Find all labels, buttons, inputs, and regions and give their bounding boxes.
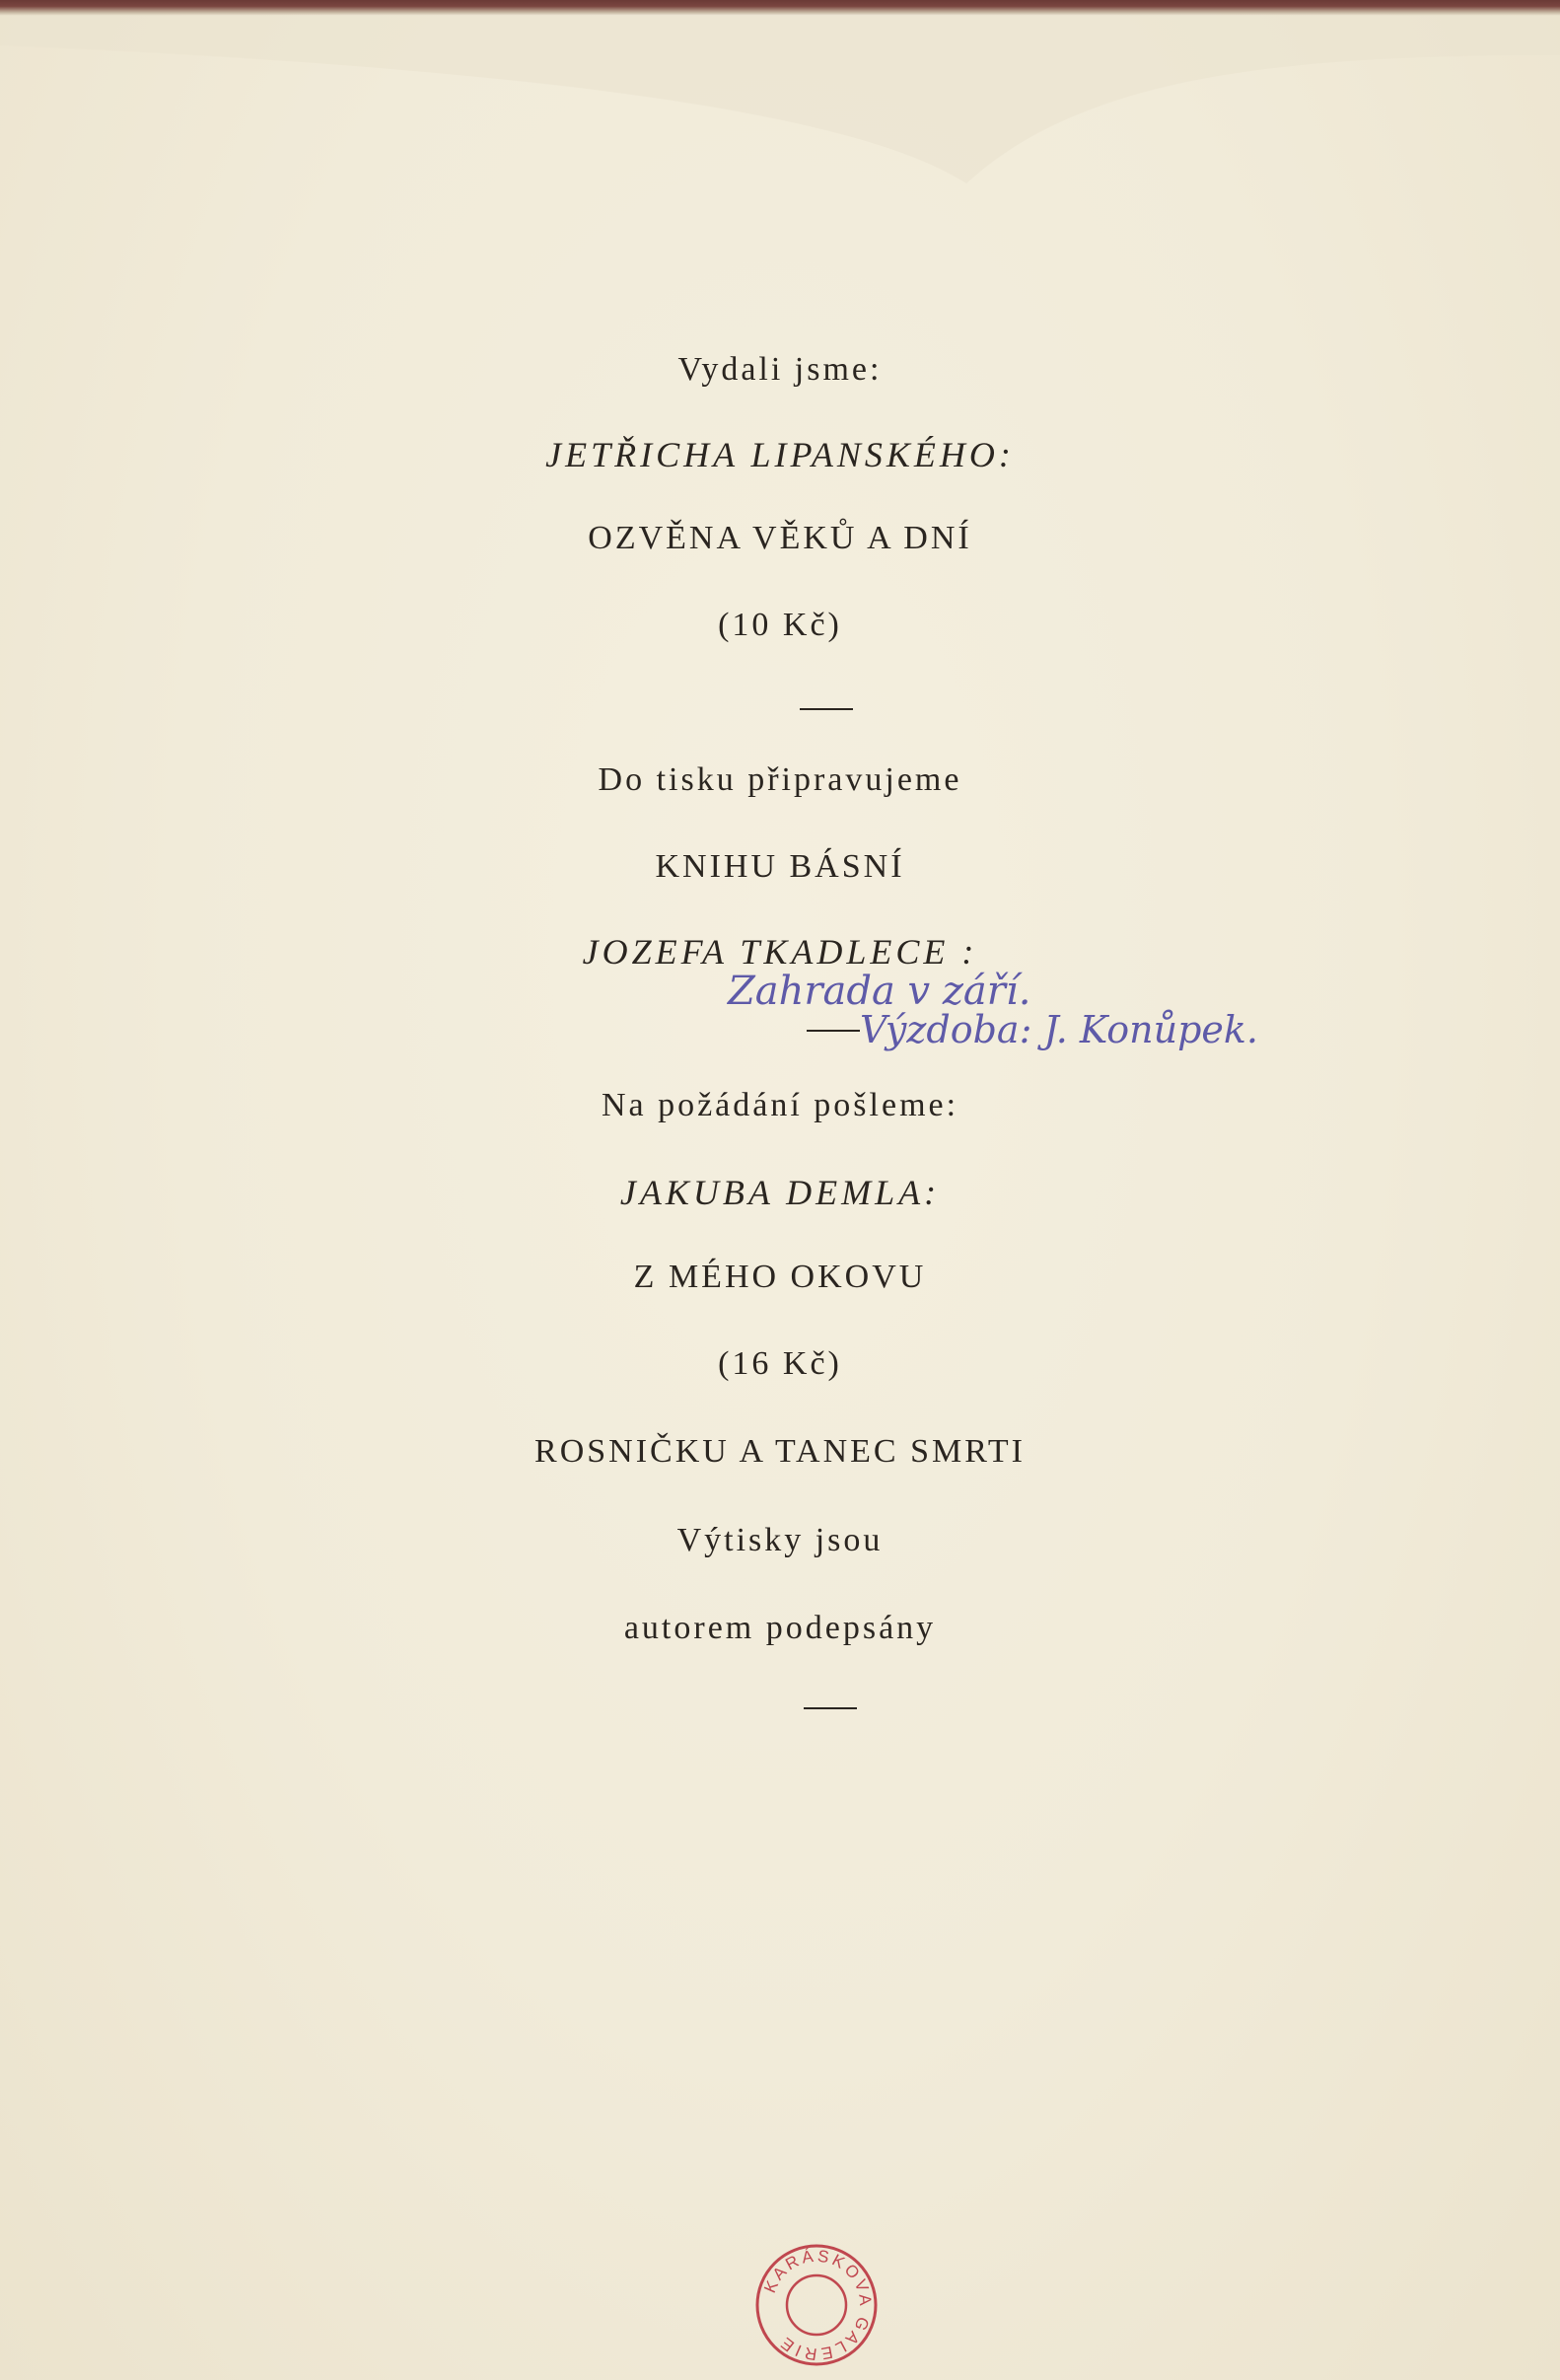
handwritten-note-line1: Zahrada v září. — [728, 969, 1031, 1014]
separator-dash — [800, 708, 853, 710]
book3-note-line2: autorem podepsány — [623, 1610, 937, 1646]
book1-author: JETŘICHA LIPANSKÉHO: — [545, 435, 1015, 474]
separator-dash — [807, 1030, 860, 1032]
book3-title2: ROSNIČKU A TANEC SMRTI — [534, 1433, 1026, 1470]
book2-kind: KNIHU BÁSNÍ — [655, 848, 905, 885]
separator-dash — [804, 1707, 857, 1709]
preparing-header: Do tisku připravujeme — [598, 761, 962, 798]
book3-author: JAKUBA DEMLA: — [619, 1173, 941, 1212]
handwritten-note-line2: Výzdoba: J. Konůpek. — [860, 1008, 1259, 1051]
book1-title: OZVĚNA VĚKŮ A DNÍ — [588, 520, 972, 556]
gallery-stamp — [753, 2242, 880, 2368]
cover-edge — [0, 0, 1560, 16]
paper-fold-shadow — [0, 16, 1560, 213]
stamp-text: KARÁSKOVA GALERIE — [760, 2246, 876, 2364]
book3-note-line1: Výtisky jsou — [676, 1522, 884, 1558]
book2-author: JOZEFA TKADLECE : — [582, 932, 978, 972]
book3-title1: Z MÉHO OKOVU — [633, 1259, 927, 1295]
published-header: Vydali jsme: — [677, 351, 883, 388]
book1-price: (10 Kč) — [718, 607, 842, 643]
book3-price: (16 Kč) — [718, 1345, 842, 1382]
request-header: Na požádání pošleme: — [601, 1087, 959, 1123]
